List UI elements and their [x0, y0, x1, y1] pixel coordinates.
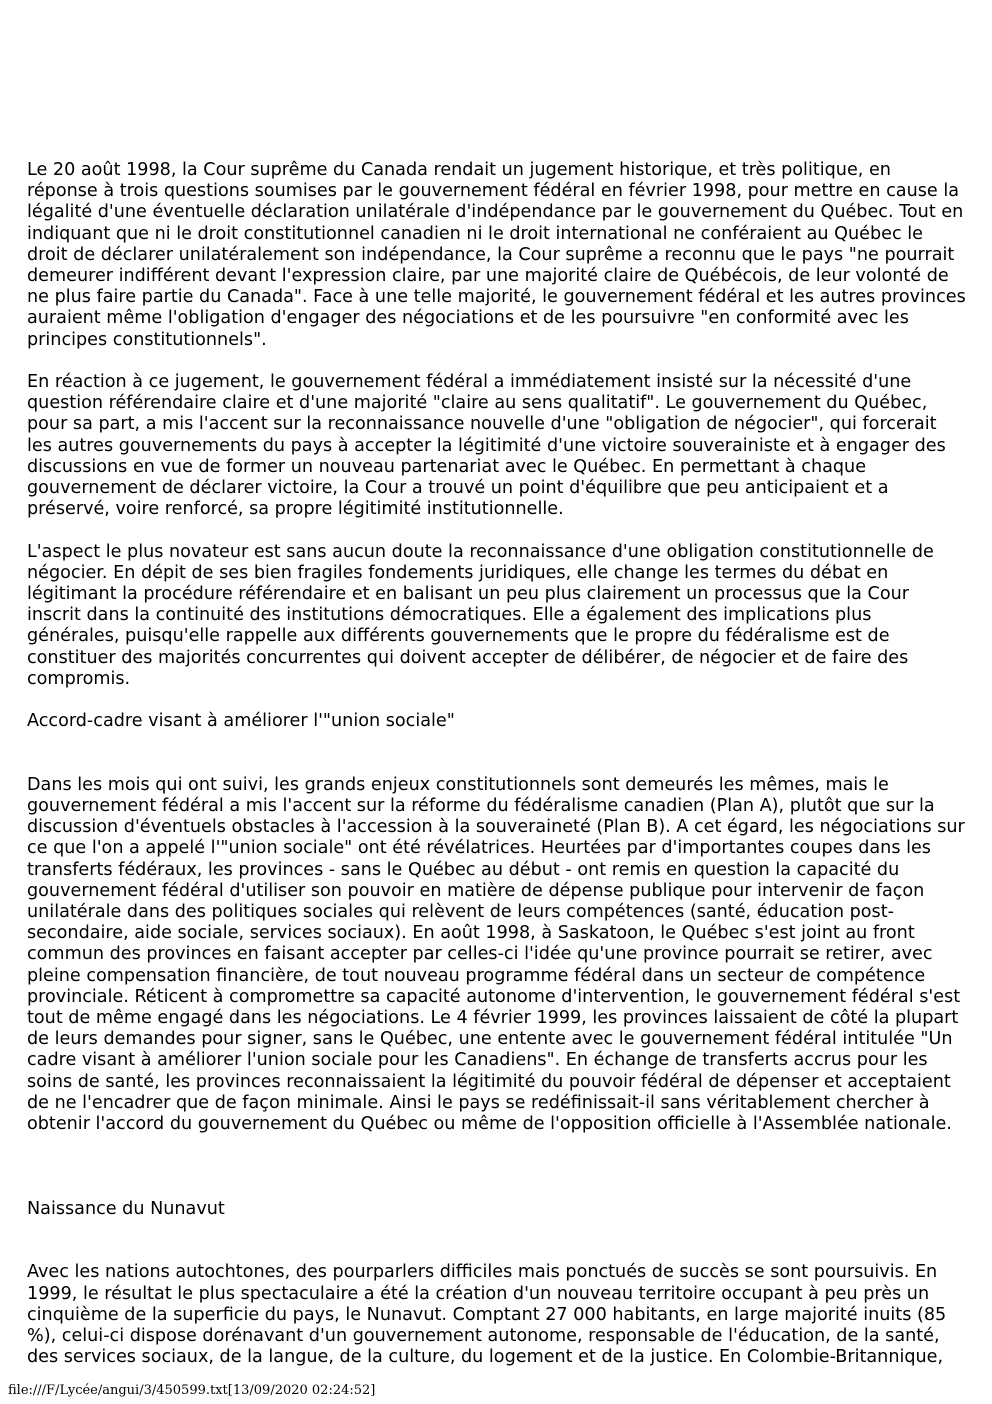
paragraph-nunavut: Avec les nations autochtones, des pourparlers difficiles mais ponctués de succès se sont poursuivis. En 1999, le résultat le plus spectaculaire a été la création d'un nouveau territoire occupant à peu près un cinquième de la superficie du pays, le Nunavut. Comptant 27 000 habitants, en large majorité inuits (85 %), celui-ci dispose dorénavant d'un gouvernement autonome, responsable de l'éducation, de la santé, des services sociaux, de la langue, de la culture, du logement et de la justice. En Colombie-Britannique, [27, 1262, 947, 1368]
document-body [27, 160, 967, 1390]
section-heading-union-sociale: Accord-cadre visant à améliorer l'"union sociale" [27, 711, 455, 732]
paragraph-union-sociale: Dans les mois qui ont suivi, les grands enjeux constitutionnels sont demeurés les mêmes, mais le gouvernement fédéral a mis l'accent sur la réforme du fédéralisme canadien (Plan A), plutôt que sur la discussion d'éventuels obstacles à l'accession à la souveraineté (Plan B). A cet égard, les négociations sur ce que l'on a appelé l'"union sociale" ont été révélatrices. Heurtées par d'importantes coupes dans les transferts fédéraux, les provinces - sans le Québec au début - ont remis en question la capacité du gouvernement fédéral d'utiliser son pouvoir en matière de dépense publique pour intervenir de façon unilatérale dans des politiques sociales qui relèvent de leurs compétences (santé, éducation post-secondaire, aide sociale, services sociaux). En août 1998, à Saskatoon, le Québec s'est joint au front commun des provinces en faisant accepter par celles-ci l'idée qu'une province pourrait se retirer, avec pleine compensation financière, de tout nouveau programme fédéral dans un secteur de compétence provinciale. Réticent à compromettre sa capacité autonome d'intervention, le gouvernement fédéral s'est tout de même engagé dans les négociations. Le 4 février 1999, les provinces laissaient de côté la plupart de leurs demandes pour signer, sans le Québec, une entente avec le gouvernement fédéral intitulée "Un cadre visant à améliorer l'union sociale pour les Canadiens". En échange de transferts accrus pour les soins de santé, les provinces reconnaissaient la légitimité du pouvoir fédéral de dépenser et acceptaient de ne l'encadrer que de façon minimale. Ainsi le pays se redéfinissait-il sans véritablement chercher à obtenir l'accord du gouvernement du Québec ou même de l'opposition officielle à l'Assemblée nationale. [27, 774, 965, 1135]
print-footer-source-path: file:///F/Lycée/angui/3/450599.txt[13/09/2020 02:24:52] [8, 1383, 376, 1398]
spacer [27, 732, 967, 774]
section-heading-nunavut: Naissance du Nunavut [27, 1198, 225, 1219]
paragraph-reaction: En réaction à ce jugement, le gouvernement fédéral a immédiatement insisté sur la nécessité d'une question référendaire claire et d'une majorité "claire au sens qualitatif". Le gouvernement du Québec, pour sa part, a mis l'accent sur la reconnaissance nouvelle d'une "obligation de négocier", qui forcerait les autres gouvernements du pays à accepter la légitimité d'une victoire souverainiste et à engager des discussions en vue de former un nouveau partenariat avec le Québec. En permettant à chaque gouvernement de déclarer victoire, la Cour a trouvé un point d'équilibre que peu anticipaient et a préservé, voire renforcé, sa propre légitimité institutionnelle. [27, 372, 946, 520]
paragraph-obligation-to-negotiate: L'aspect le plus novateur est sans aucun doute la reconnaissance d'une obligation constitutionnelle de négocier. En dépit de ses bien fragiles fondements juridiques, elle change les termes du débat en légitimant la procédure référendaire et en balisant un peu plus clairement un processus que la Cour inscrit dans la continuité des institutions démocratiques. Elle a également des implications plus générales, puisqu'elle rappelle aux différents gouvernements que le propre du fédéralisme est de constituer des majorités concurrentes qui doivent accepter de délibérer, de négocier et de faire des compromis. [27, 541, 934, 689]
spacer [27, 1220, 967, 1262]
spacer [27, 1156, 967, 1198]
paragraph-supreme-court-ruling: Le 20 août 1998, la Cour suprême du Canada rendait un jugement historique, et très politique, en réponse à trois questions soumises par le gouvernement fédéral en février 1998, pour mettre en cause la légalité d'une éventuelle déclaration unilatérale d'indépendance par le gouvernement du Québec. Tout en indiquant que ni le droit constitutionnel canadien ni le droit international ne conféraient au Québec le droit de déclarer unilatéralement son indépendance, la Cour suprême a reconnu que le pays "ne pourrait demeurer indifférent devant l'expression claire, par une majorité claire de Québécois, de leur volonté de ne plus faire partie du Canada". Face à une telle majorité, le gouvernement fédéral et les autres provinces auraient même l'obligation d'engager des négociations et de les poursuivre "en conformité avec les principes constitutionnels". [27, 160, 966, 350]
